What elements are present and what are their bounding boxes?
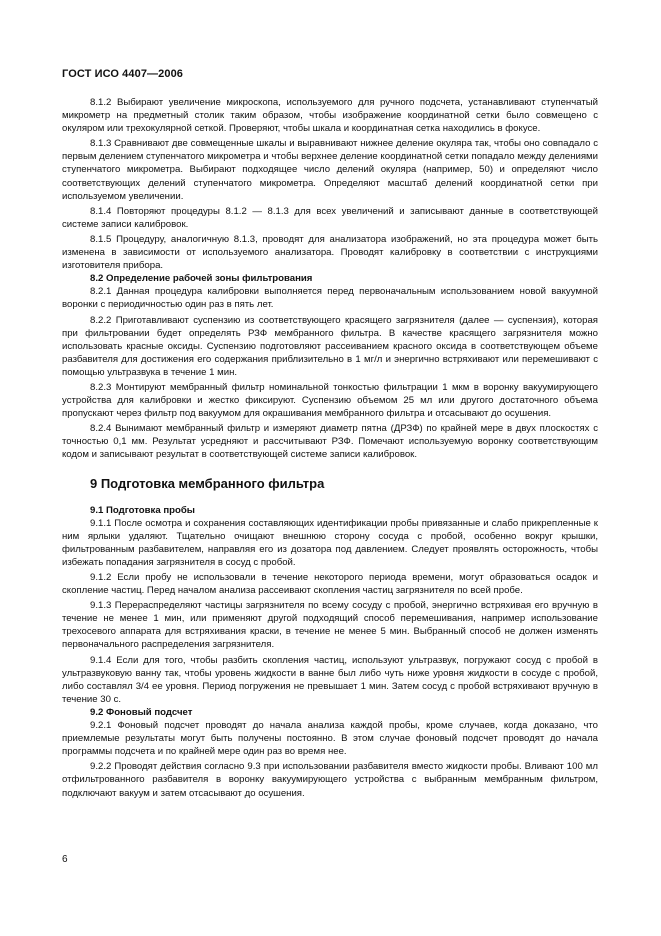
paragraph-8-2-2: 8.2.2 Приготавливают суспензию из соответствующего красящего загрязнителя (далее — суспензия), которая при фильтровании будет определять РЗФ мембранного фильтра. В качестве красящего загрязнителя можно использовать красные оксиды. Суспензию подготовляют рассеиванием красного оксида в соответствующем объеме разбавителя для достижения его содержания приблизительно в 1 мг/л и энергично встряхивают или перемешивают с помощью ультразвука в течение 1 мин. [62,314,598,378]
section-heading-9: 9 Подготовка мембранного фильтра [90,475,325,491]
page-number: 6 [62,854,68,865]
paragraph-9-2-2: 9.2.2 Проводят действия согласно 9.3 при использовании разбавителя вместо жидкости пробы. Вливают 100 мл отфильтрованного разбавителя в воронку вакуумирующего устройства с выбранным мембранным фильтром, подключают вакуум и затем отсасывают до осушения. [62,761,598,799]
paragraph-8-2-3: 8.2.3 Монтируют мембранный фильтр номинальной тонкостью фильтрации 1 мкм в воронку вакуумирующего устройства для калибровки и жестко фиксируют. Суспензию объемом 25 мл или другого достаточного объема пропускают через фильтр под вакуумом для окрашивания мембранного фильтра и отсасывают до осушения. [62,381,598,420]
paragraph-9-2-1: 9.2.1 Фоновый подсчет проводят до начала анализа каждой пробы, кроме случаев, когда доказано, что приемлемые результаты могут быть получены постоянно. В этом случае фоновый подсчет проводят до начала программы подсчета и по крайней мере один раз во время нее. [62,720,598,758]
subsection-heading-9-1: 9.1 Подготовка пробы [90,504,195,516]
subsection-heading-8-2: 8.2 Определение рабочей зоны фильтрования [90,273,313,285]
subsection-heading-9-2: 9.2 Фоновый подсчет [90,706,193,718]
paragraph-8-1-4: 8.1.4 Повторяют процедуры 8.1.2 — 8.1.3 для всех увеличений и записывают данные в соответствующей системе записи калибровок. [62,205,598,230]
paragraph-8-1-5: 8.1.5 Процедуру, аналогичную 8.1.3, проводят для анализатора изображений, но эта процедура может быть изменена в зависимости от используемого анализатора. Проводят калибровку в соответствии с инструкциями изготовителя прибора. [62,233,598,272]
paragraph-8-2-4: 8.2.4 Вынимают мембранный фильтр и измеряют диаметр пятна (ДРЗФ) по крайней мере в двух плоскостях с точностью 0,1 мм. Результат усредняют и рассчитывают РЗФ. Помечают используемую воронку соответствующим кодом и записывают результат в соответствующей системе записи калибровок. [62,423,598,461]
document-header: ГОСТ ИСО 4407—2006 [62,68,184,80]
paragraph-9-1-2: 9.1.2 Если пробу не использовали в течение некоторого периода времени, могут образоваться осадок и скопление частиц. Перед началом анализа рассеивают скопления частиц загрязнителя по всей пробе. [62,572,598,597]
paragraph-8-1-3: 8.1.3 Сравнивают две совмещенные шкалы и выравнивают нижнее деление окуляра так, чтобы оно совпадало с первым делением ступенчатого микрометра и чтобы верхнее деление координатной сетки попадало между делениями ступенчатого микрометра. Выбирают подходящее число делений окуляра (например, 50) и определяют число соответствующих делений ступенчатого микрометра. Определяют масштаб делений координатной сетки при используемом увеличении. [62,138,598,202]
paragraph-8-1-2: 8.1.2 Выбирают увеличение микроскопа, используемого для ручного подсчета, устанавливают ступенчатый микрометр на предметный столик таким образом, чтобы изображение координатной сетки было совмещено с окуляром или трехокулярной сеткой. Проверяют, чтобы шкала и координатная сетка находились в фокусе. [62,97,598,135]
paragraph-9-1-3: 9.1.3 Перераспределяют частицы загрязнителя по всему сосуду с пробой, энергично встряхивая его вручную в течение не менее 1 мин, или применяют другой подходящий способ перемешивания, например использование трехосевого аппарата для встряхивания краски, в течение не менее 5 мин. Выбранный способ не должен изменять первоначального распределения загрязнителя. [62,600,598,651]
paragraph-8-2-1: 8.2.1 Данная процедура калибровки выполняется перед первоначальным использованием новой вакуумной воронки с периодичностью один раз в пять лет. [62,286,598,311]
paragraph-9-1-1: 9.1.1 После осмотра и сохранения составляющих идентификации пробы привязанные и слабо прикрепленные к ним ярлыки удаляют. Тщательно очищают внешнюю сторону сосуда с пробой, особенно вокруг крышки, фильтрованным разбавителем, направляя его из дозатора под давлением. Следует проявлять осторожность, чтобы избежать попадания загрязнителя в сосуд с пробой. [62,517,598,568]
document-body [62,96,598,802]
paragraph-9-1-4: 9.1.4 Если для того, чтобы разбить скопления частиц, используют ультразвук, погружают сосуд с пробой в ультразвуковую ванну так, чтобы уровень жидкости в ванне был либо чуть ниже уровня жидкости в сосуде с пробой, либо составлял 3/4 ее уровня. Период погружения не превышает 1 мин. Затем сосуд с пробой встряхивают вручную в течение 30 с. [62,654,598,705]
